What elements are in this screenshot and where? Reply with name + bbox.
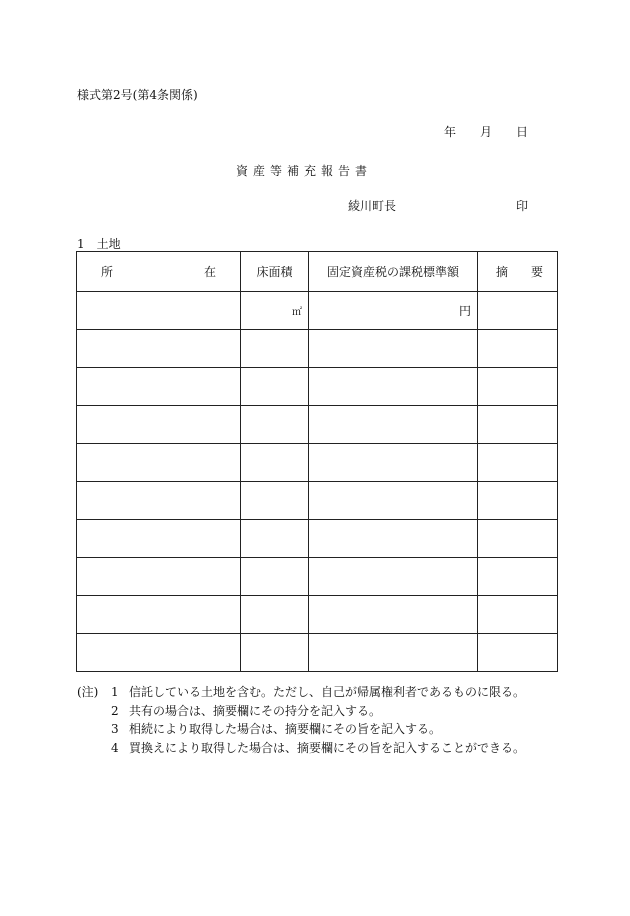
assessed-value-cell[interactable] [309, 292, 478, 330]
note-item [77, 702, 597, 721]
floor-area-cell[interactable] [241, 292, 309, 330]
header-location-b: 在 [203, 265, 216, 279]
section-title: 1 土地 [77, 237, 121, 251]
note-text: 共有の場合は、摘要欄にその持分を記入する。 [129, 703, 382, 718]
floor-area-cell[interactable] [241, 558, 309, 596]
note-number: 4 [111, 740, 119, 755]
table-header-row [77, 252, 558, 292]
document-title: 資産等補充報告書 [236, 164, 373, 178]
note-item [77, 683, 597, 702]
table-row [77, 444, 558, 482]
note-number: 3 [111, 722, 119, 736]
assessed-value-cell[interactable] [309, 520, 478, 558]
area-unit: ㎡ [292, 307, 302, 318]
location-cell[interactable] [77, 406, 241, 444]
table-row [77, 406, 558, 444]
addressee: 綾川町長 [348, 199, 397, 213]
assessed-value-cell[interactable] [309, 558, 478, 596]
floor-area-cell[interactable] [241, 444, 309, 482]
floor-area-cell[interactable] [241, 634, 309, 672]
note-text: 相続により取得した場合は、摘要欄にその旨を記入する。 [129, 722, 442, 736]
floor-area-cell[interactable] [241, 482, 309, 520]
location-cell[interactable] [77, 558, 241, 596]
summary-cell[interactable] [478, 406, 558, 444]
land-table [76, 251, 558, 672]
floor-area-cell[interactable] [241, 596, 309, 634]
header-floor-area: 床面積 [241, 252, 309, 292]
summary-cell[interactable] [478, 596, 558, 634]
header-location-a: 所 [101, 265, 114, 279]
header-summary [478, 252, 558, 292]
assessed-value-cell[interactable] [309, 406, 478, 444]
form-number: 様式第2号(第4条関係) [77, 88, 198, 102]
location-cell[interactable] [77, 634, 241, 672]
date-year: 年 [444, 125, 457, 139]
location-cell[interactable] [77, 330, 241, 368]
location-cell[interactable] [77, 596, 241, 634]
summary-cell[interactable] [478, 634, 558, 672]
date-month: 月 [480, 125, 493, 139]
note-item [77, 739, 597, 758]
table-row [77, 330, 558, 368]
summary-cell[interactable] [478, 482, 558, 520]
summary-cell[interactable] [478, 444, 558, 482]
note-item [77, 720, 597, 739]
notes-prefix: (注) [77, 685, 99, 699]
floor-area-cell[interactable] [241, 330, 309, 368]
date-day: 日 [516, 125, 529, 139]
table-row [77, 634, 558, 672]
table-row [77, 368, 558, 406]
table-row [77, 596, 558, 634]
assessed-value-cell[interactable] [309, 634, 478, 672]
table-row [77, 292, 558, 330]
notes-block [77, 683, 597, 757]
assessed-value-cell[interactable] [309, 482, 478, 520]
seal-mark: 印 [516, 199, 529, 213]
floor-area-cell[interactable] [241, 520, 309, 558]
header-summary-b: 要 [530, 265, 543, 279]
location-cell[interactable] [77, 292, 241, 330]
summary-cell[interactable] [478, 292, 558, 330]
table-row [77, 482, 558, 520]
table-row [77, 558, 558, 596]
assessed-value-cell[interactable] [309, 368, 478, 406]
summary-cell[interactable] [478, 558, 558, 596]
value-unit: 円 [458, 304, 471, 318]
assessed-value-cell[interactable] [309, 444, 478, 482]
note-text: 信託している土地を含む。ただし、自己が帰属権利者であるものに限る。 [129, 685, 526, 699]
header-assessed-value: 固定資産税の課税標準額 [309, 252, 478, 292]
assessed-value-cell[interactable] [309, 596, 478, 634]
assessed-value-cell[interactable] [309, 330, 478, 368]
summary-cell[interactable] [478, 520, 558, 558]
floor-area-cell[interactable] [241, 406, 309, 444]
location-cell[interactable] [77, 520, 241, 558]
table-row [77, 520, 558, 558]
header-summary-a: 摘 [496, 265, 509, 279]
floor-area-cell[interactable] [241, 368, 309, 406]
location-cell[interactable] [77, 482, 241, 520]
note-text: 買換えにより取得した場合は、摘要欄にその旨を記入することができる。 [129, 740, 526, 755]
note-number: 1 [111, 685, 119, 699]
summary-cell[interactable] [478, 368, 558, 406]
summary-cell[interactable] [478, 330, 558, 368]
date-line [444, 123, 528, 140]
header-location [77, 252, 241, 292]
note-number: 2 [111, 703, 119, 718]
location-cell[interactable] [77, 368, 241, 406]
location-cell[interactable] [77, 444, 241, 482]
